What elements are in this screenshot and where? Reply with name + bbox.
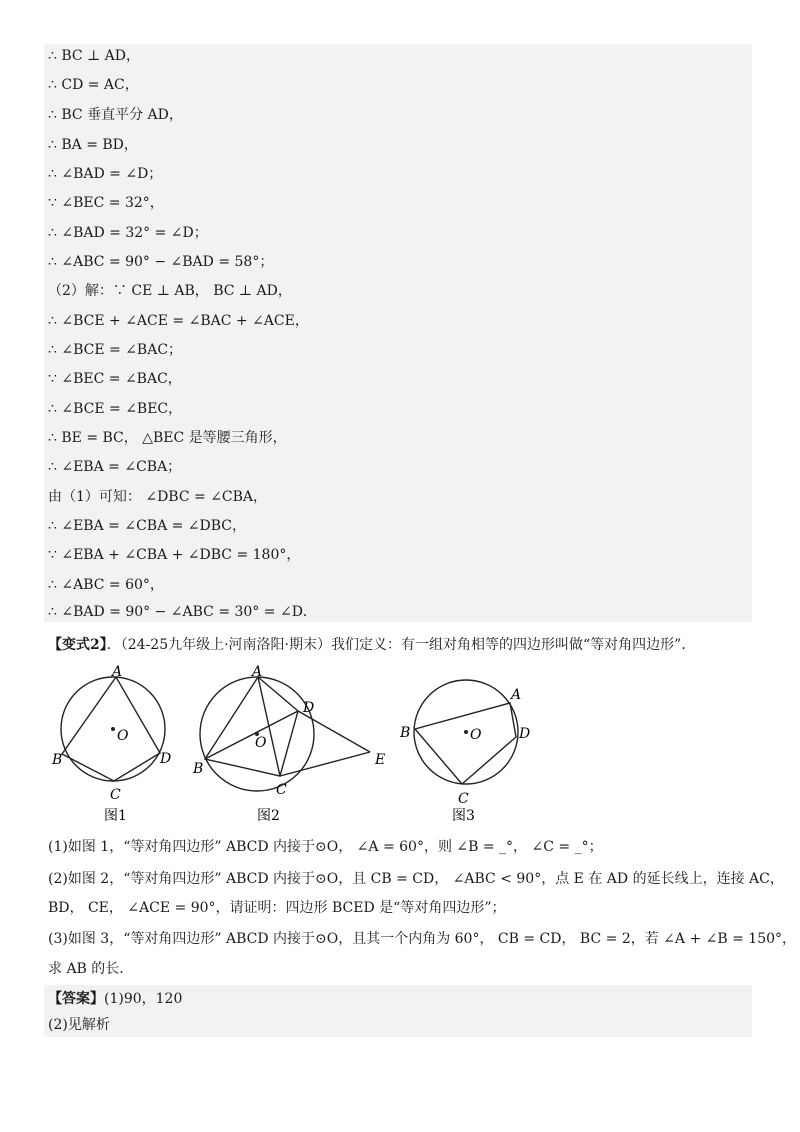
variant-heading — [48, 636, 695, 654]
answer-part-2: (2)见解析 — [48, 1017, 110, 1033]
solution-background — [44, 44, 752, 622]
label-c: C — [458, 791, 469, 807]
question-3-line-2: 求 AB 的长. — [48, 961, 124, 977]
segment-bd — [205, 711, 298, 759]
solution-line: ∵ ∠BEC = 32°， — [48, 195, 164, 211]
solution-line: ∴ BC 垂直平分 AD， — [48, 107, 183, 123]
solution-line: ∴ ∠BCE = ∠BAC； — [48, 342, 183, 358]
label-a: A — [112, 664, 123, 680]
solution-line: ∴ ∠BCE = ∠BEC， — [48, 401, 183, 417]
label-o: O — [117, 728, 129, 744]
solution-line: ∴ BC ⊥ AD， — [48, 48, 141, 64]
question-2-line-2: BD， CE， ∠ACE = 90°，请证明：四边形 BCED 是“等对角四边形”； — [48, 900, 506, 916]
label-b: B — [400, 725, 411, 741]
label-d: D — [160, 751, 172, 767]
solution-line: ∴ ∠ABC = 60°， — [48, 577, 164, 593]
variant-source: ．（24-25九年级上·河南洛阳·期末） — [106, 637, 332, 653]
solution-line: ∴ ∠BAD = 32° = ∠D； — [48, 225, 208, 241]
answer-part-1: (1)90，120 — [104, 991, 183, 1007]
question-2-line-1: (2)如图 2，“等对角四边形” ABCD 内接于⊙O，且 CB = CD， ∠ABC < 90°，点 E 在 AD 的延长线上，连接 AC， — [48, 871, 784, 887]
label-b: B — [52, 752, 63, 768]
center-point — [464, 730, 468, 734]
figure-caption: 图1 — [104, 808, 127, 824]
solution-line: ∴ CD = AC， — [48, 77, 139, 93]
solution-line: ∴ ∠BAD = 90° − ∠ABC = 30° = ∠D． — [48, 604, 317, 620]
variant-tag: 【变式2】 — [48, 637, 107, 653]
quadrilateral-abcd — [415, 703, 516, 784]
label-o: O — [255, 735, 267, 751]
solution-line: ∵ ∠EBA + ∠CBA + ∠DBC = 180°， — [48, 547, 301, 563]
label-a: A — [511, 687, 522, 703]
center-point — [111, 727, 115, 731]
figure-2 — [190, 665, 400, 825]
answer-tag: 【答案】 — [48, 991, 104, 1007]
solution-line: ∴ ∠BAD = ∠D； — [48, 166, 163, 182]
solution-line: ∴ BE = BC， △BEC 是等腰三角形， — [48, 430, 287, 446]
solution-line: ∵ ∠BEC = ∠BAC， — [48, 371, 182, 387]
label-d: D — [303, 700, 315, 716]
solution-line: ∴ BA = BD， — [48, 137, 138, 153]
label-b: B — [193, 761, 204, 777]
figure-caption: 图2 — [257, 808, 280, 824]
solution-line: ∴ ∠ABC = 90° − ∠BAD = 58°； — [48, 254, 274, 270]
question-3-line-1: (3)如图 3，“等对角四边形” ABCD 内接于⊙O，且其一个内角为 60°， CB = CD， BC = 2，若 ∠A + ∠B = 150°， — [48, 931, 797, 947]
label-a: A — [252, 665, 263, 680]
label-e: E — [375, 752, 386, 768]
figure-caption: 图3 — [452, 808, 475, 824]
label-o: O — [470, 727, 482, 743]
segment-de — [298, 711, 370, 752]
label-c: C — [110, 787, 121, 803]
answer-line-1 — [48, 990, 182, 1008]
variant-definition: 我们定义：有一组对角相等的四边形叫做“等对角四边形”． — [331, 637, 696, 653]
figure-3 — [400, 665, 550, 825]
segment-ce — [280, 752, 370, 776]
figure-1 — [50, 660, 190, 825]
solution-line: 由（1）可知： ∠DBC = ∠CBA， — [48, 489, 268, 505]
solution-line: ∴ ∠EBA = ∠CBA = ∠DBC， — [48, 518, 247, 534]
solution-line: ∴ ∠EBA = ∠CBA； — [48, 459, 182, 475]
question-1: (1)如图 1，“等对角四边形” ABCD 内接于⊙O， ∠A = 60°，则 ∠B = _°， ∠C = _°； — [48, 839, 603, 855]
solution-line: ∴ ∠BCE + ∠ACE = ∠BAC + ∠ACE， — [48, 313, 309, 329]
label-c: C — [276, 782, 287, 798]
label-d: D — [519, 726, 531, 742]
solution-line: （2）解：∵ CE ⊥ AB， BC ⊥ AD， — [48, 283, 292, 299]
